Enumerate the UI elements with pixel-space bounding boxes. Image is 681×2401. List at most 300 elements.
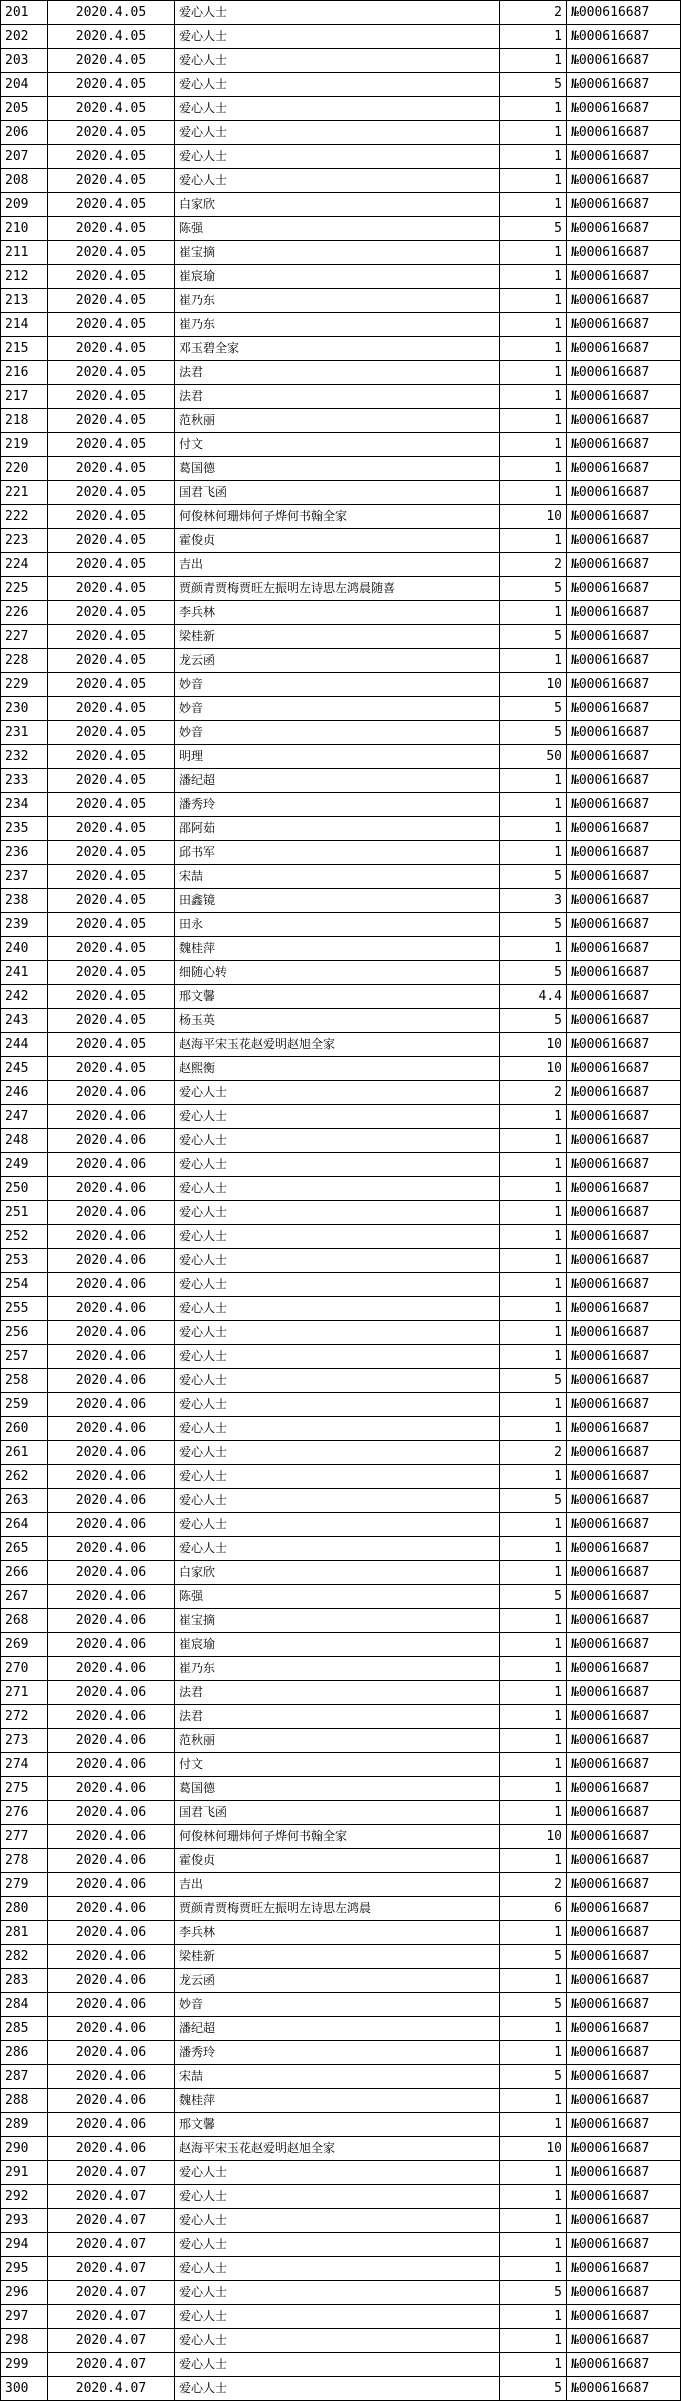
table-row <box>1 1201 681 1225</box>
row-number-cell: 209 <box>1 193 48 217</box>
row-number-cell: 276 <box>1 1801 48 1825</box>
donation-date-cell: 2020.4.05 <box>48 361 175 385</box>
table-row <box>1 1105 681 1129</box>
donation-date-cell: 2020.4.06 <box>48 1081 175 1105</box>
donor-name-cell: 爱心人士 <box>175 169 500 193</box>
donation-amount-cell: 1 <box>500 769 567 793</box>
donor-name-cell: 爱心人士 <box>175 1081 500 1105</box>
donation-date-cell: 2020.4.05 <box>48 1009 175 1033</box>
donation-amount-cell: 1 <box>500 2353 567 2377</box>
donor-name-cell: 爱心人士 <box>175 2209 500 2233</box>
donation-date-cell: 2020.4.05 <box>48 889 175 913</box>
donation-amount-cell: 2 <box>500 1873 567 1897</box>
row-number-cell: 208 <box>1 169 48 193</box>
donor-name-cell: 爱心人士 <box>175 97 500 121</box>
row-number-cell: 238 <box>1 889 48 913</box>
donor-name-cell: 崔宸瑜 <box>175 265 500 289</box>
donation-amount-cell: 1 <box>500 1129 567 1153</box>
donation-amount-cell: 2 <box>500 1 567 25</box>
table-row <box>1 1681 681 1705</box>
row-number-cell: 258 <box>1 1369 48 1393</box>
donation-amount-cell: 1 <box>500 169 567 193</box>
row-number-cell: 263 <box>1 1489 48 1513</box>
donation-date-cell: 2020.4.06 <box>48 1753 175 1777</box>
donation-amount-cell: 1 <box>500 1105 567 1129</box>
donation-date-cell: 2020.4.07 <box>48 2209 175 2233</box>
donor-name-cell: 爱心人士 <box>175 145 500 169</box>
donation-amount-cell: 1 <box>500 529 567 553</box>
table-row <box>1 1777 681 1801</box>
donation-date-cell: 2020.4.05 <box>48 265 175 289</box>
donation-amount-cell: 5 <box>500 577 567 601</box>
donation-amount-cell: 10 <box>500 2137 567 2161</box>
table-row <box>1 1945 681 1969</box>
donor-name-cell: 爱心人士 <box>175 1465 500 1489</box>
donor-name-cell: 妙音 <box>175 697 500 721</box>
donation-date-cell: 2020.4.06 <box>48 1921 175 1945</box>
donor-name-cell: 爱心人士 <box>175 1 500 25</box>
donation-date-cell: 2020.4.06 <box>48 1849 175 1873</box>
donation-date-cell: 2020.4.07 <box>48 2161 175 2185</box>
row-number-cell: 223 <box>1 529 48 553</box>
donation-amount-cell: 1 <box>500 601 567 625</box>
donor-name-cell: 爱心人士 <box>175 1537 500 1561</box>
receipt-number-cell: №000616687 <box>567 2305 681 2329</box>
table-row <box>1 2281 681 2305</box>
donation-date-cell: 2020.4.05 <box>48 577 175 601</box>
row-number-cell: 210 <box>1 217 48 241</box>
receipt-number-cell: №000616687 <box>567 721 681 745</box>
receipt-number-cell: №000616687 <box>567 769 681 793</box>
donation-date-cell: 2020.4.06 <box>48 1633 175 1657</box>
row-number-cell: 202 <box>1 25 48 49</box>
receipt-number-cell: №000616687 <box>567 1489 681 1513</box>
donation-amount-cell: 1 <box>500 121 567 145</box>
donation-amount-cell: 1 <box>500 1609 567 1633</box>
receipt-number-cell: №000616687 <box>567 1921 681 1945</box>
receipt-number-cell: №000616687 <box>567 649 681 673</box>
row-number-cell: 279 <box>1 1873 48 1897</box>
receipt-number-cell: №000616687 <box>567 241 681 265</box>
receipt-number-cell: №000616687 <box>567 73 681 97</box>
table-row <box>1 1825 681 1849</box>
receipt-number-cell: №000616687 <box>567 1513 681 1537</box>
table-row <box>1 2089 681 2113</box>
donation-amount-cell: 1 <box>500 289 567 313</box>
donation-amount-cell: 5 <box>500 865 567 889</box>
row-number-cell: 235 <box>1 817 48 841</box>
row-number-cell: 256 <box>1 1321 48 1345</box>
receipt-number-cell: №000616687 <box>567 1321 681 1345</box>
receipt-number-cell: №000616687 <box>567 1273 681 1297</box>
table-row <box>1 1009 681 1033</box>
row-number-cell: 215 <box>1 337 48 361</box>
row-number-cell: 242 <box>1 985 48 1009</box>
table-row <box>1 121 681 145</box>
donation-amount-cell: 1 <box>500 1729 567 1753</box>
donation-date-cell: 2020.4.05 <box>48 1 175 25</box>
donation-date-cell: 2020.4.07 <box>48 2185 175 2209</box>
table-row <box>1 313 681 337</box>
donation-date-cell: 2020.4.06 <box>48 1969 175 1993</box>
donor-name-cell: 梁桂新 <box>175 625 500 649</box>
donation-amount-cell: 1 <box>500 1153 567 1177</box>
donation-amount-cell: 1 <box>500 1681 567 1705</box>
table-row <box>1 409 681 433</box>
donation-amount-cell: 1 <box>500 1921 567 1945</box>
row-number-cell: 297 <box>1 2305 48 2329</box>
donor-name-cell: 爱心人士 <box>175 2353 500 2377</box>
row-number-cell: 282 <box>1 1945 48 1969</box>
donation-date-cell: 2020.4.05 <box>48 97 175 121</box>
donation-date-cell: 2020.4.05 <box>48 217 175 241</box>
donation-date-cell: 2020.4.05 <box>48 721 175 745</box>
receipt-number-cell: №000616687 <box>567 409 681 433</box>
donor-name-cell: 爱心人士 <box>175 1177 500 1201</box>
donor-name-cell: 爱心人士 <box>175 1513 500 1537</box>
receipt-number-cell: №000616687 <box>567 1969 681 1993</box>
donation-date-cell: 2020.4.05 <box>48 553 175 577</box>
receipt-number-cell: №000616687 <box>567 1345 681 1369</box>
donor-name-cell: 爱心人士 <box>175 2233 500 2257</box>
donor-name-cell: 国君飞函 <box>175 1801 500 1825</box>
row-number-cell: 222 <box>1 505 48 529</box>
donation-amount-cell: 1 <box>500 409 567 433</box>
row-number-cell: 275 <box>1 1777 48 1801</box>
donation-amount-cell: 1 <box>500 2329 567 2353</box>
donation-date-cell: 2020.4.06 <box>48 2065 175 2089</box>
row-number-cell: 284 <box>1 1993 48 2017</box>
donation-date-cell: 2020.4.07 <box>48 2281 175 2305</box>
donation-amount-cell: 1 <box>500 1321 567 1345</box>
receipt-number-cell: №000616687 <box>567 2281 681 2305</box>
donor-name-cell: 吉出 <box>175 553 500 577</box>
row-number-cell: 285 <box>1 2017 48 2041</box>
donor-name-cell: 白家欣 <box>175 1561 500 1585</box>
table-row <box>1 697 681 721</box>
donor-name-cell: 龙云函 <box>175 649 500 673</box>
donor-name-cell: 田鑫镜 <box>175 889 500 913</box>
table-row <box>1 1129 681 1153</box>
table-row <box>1 625 681 649</box>
donation-amount-cell: 5 <box>500 1009 567 1033</box>
donation-date-cell: 2020.4.06 <box>48 1201 175 1225</box>
row-number-cell: 254 <box>1 1273 48 1297</box>
donation-amount-cell: 5 <box>500 913 567 937</box>
donation-date-cell: 2020.4.06 <box>48 1657 175 1681</box>
table-row <box>1 1753 681 1777</box>
table-row <box>1 49 681 73</box>
table-row <box>1 2353 681 2377</box>
donation-amount-cell: 1 <box>500 1801 567 1825</box>
row-number-cell: 288 <box>1 2089 48 2113</box>
donor-name-cell: 邢文馨 <box>175 2113 500 2137</box>
row-number-cell: 274 <box>1 1753 48 1777</box>
donor-name-cell: 田永 <box>175 913 500 937</box>
donation-amount-cell: 1 <box>500 1753 567 1777</box>
donation-date-cell: 2020.4.06 <box>48 1465 175 1489</box>
receipt-number-cell: №000616687 <box>567 505 681 529</box>
donor-name-cell: 赵熙衡 <box>175 1057 500 1081</box>
row-number-cell: 204 <box>1 73 48 97</box>
donation-amount-cell: 1 <box>500 337 567 361</box>
table-row <box>1 2113 681 2137</box>
donor-name-cell: 妙音 <box>175 1993 500 2017</box>
donation-date-cell: 2020.4.05 <box>48 1033 175 1057</box>
table-row <box>1 457 681 481</box>
donor-name-cell: 贾颜青贾梅贾旺左振明左诗思左鸿晨 <box>175 1897 500 1921</box>
table-row <box>1 361 681 385</box>
row-number-cell: 264 <box>1 1513 48 1537</box>
donation-amount-cell: 1 <box>500 1849 567 1873</box>
donation-date-cell: 2020.4.06 <box>48 2113 175 2137</box>
table-row <box>1 553 681 577</box>
donor-name-cell: 梁桂新 <box>175 1945 500 1969</box>
donation-date-cell: 2020.4.06 <box>48 1393 175 1417</box>
donor-name-cell: 爱心人士 <box>175 2281 500 2305</box>
receipt-number-cell: №000616687 <box>567 1657 681 1681</box>
row-number-cell: 246 <box>1 1081 48 1105</box>
donation-date-cell: 2020.4.06 <box>48 1537 175 1561</box>
donation-date-cell: 2020.4.05 <box>48 289 175 313</box>
donor-name-cell: 明理 <box>175 745 500 769</box>
row-number-cell: 293 <box>1 2209 48 2233</box>
receipt-number-cell: №000616687 <box>567 673 681 697</box>
table-row <box>1 25 681 49</box>
receipt-number-cell: №000616687 <box>567 889 681 913</box>
donor-name-cell: 杨玉英 <box>175 1009 500 1033</box>
donation-amount-cell: 5 <box>500 1585 567 1609</box>
receipt-number-cell: №000616687 <box>567 601 681 625</box>
receipt-number-cell: №000616687 <box>567 1561 681 1585</box>
row-number-cell: 218 <box>1 409 48 433</box>
donation-amount-cell: 1 <box>500 2233 567 2257</box>
donor-name-cell: 爱心人士 <box>175 2329 500 2353</box>
donation-amount-cell: 1 <box>500 2209 567 2233</box>
row-number-cell: 280 <box>1 1897 48 1921</box>
donor-name-cell: 爱心人士 <box>175 1321 500 1345</box>
receipt-number-cell: №000616687 <box>567 577 681 601</box>
receipt-number-cell: №000616687 <box>567 313 681 337</box>
table-row <box>1 1513 681 1537</box>
donor-name-cell: 爱心人士 <box>175 2185 500 2209</box>
donation-amount-cell: 1 <box>500 1177 567 1201</box>
table-row <box>1 2329 681 2353</box>
table-row <box>1 289 681 313</box>
donor-name-cell: 崔宝摘 <box>175 241 500 265</box>
donor-name-cell: 爱心人士 <box>175 1369 500 1393</box>
table-row <box>1 1897 681 1921</box>
donation-amount-cell: 1 <box>500 817 567 841</box>
table-row <box>1 1969 681 1993</box>
donation-date-cell: 2020.4.07 <box>48 2257 175 2281</box>
table-row <box>1 1921 681 1945</box>
row-number-cell: 213 <box>1 289 48 313</box>
donation-date-cell: 2020.4.05 <box>48 961 175 985</box>
donation-date-cell: 2020.4.06 <box>48 1129 175 1153</box>
receipt-number-cell: №000616687 <box>567 2137 681 2161</box>
row-number-cell: 226 <box>1 601 48 625</box>
donation-amount-cell: 1 <box>500 2041 567 2065</box>
row-number-cell: 292 <box>1 2185 48 2209</box>
receipt-number-cell: №000616687 <box>567 1609 681 1633</box>
table-row <box>1 2041 681 2065</box>
donation-date-cell: 2020.4.06 <box>48 1249 175 1273</box>
table-row <box>1 721 681 745</box>
donation-amount-cell: 1 <box>500 241 567 265</box>
table-row <box>1 1033 681 1057</box>
receipt-number-cell: №000616687 <box>567 1081 681 1105</box>
donation-amount-cell: 1 <box>500 2017 567 2041</box>
donor-name-cell: 白家欣 <box>175 193 500 217</box>
receipt-number-cell: №000616687 <box>567 745 681 769</box>
donation-amount-cell: 5 <box>500 721 567 745</box>
receipt-number-cell: №000616687 <box>567 1369 681 1393</box>
donor-name-cell: 爱心人士 <box>175 121 500 145</box>
receipt-number-cell: №000616687 <box>567 1825 681 1849</box>
receipt-number-cell: №000616687 <box>567 289 681 313</box>
donation-amount-cell: 1 <box>500 1345 567 1369</box>
donation-amount-cell: 5 <box>500 961 567 985</box>
row-number-cell: 217 <box>1 385 48 409</box>
table-row <box>1 241 681 265</box>
receipt-number-cell: №000616687 <box>567 1057 681 1081</box>
table-row <box>1 793 681 817</box>
donation-date-cell: 2020.4.05 <box>48 649 175 673</box>
receipt-number-cell: №000616687 <box>567 361 681 385</box>
donation-amount-cell: 3 <box>500 889 567 913</box>
row-number-cell: 220 <box>1 457 48 481</box>
row-number-cell: 281 <box>1 1921 48 1945</box>
table-row <box>1 433 681 457</box>
table-row <box>1 217 681 241</box>
receipt-number-cell: №000616687 <box>567 2113 681 2137</box>
receipt-number-cell: №000616687 <box>567 2041 681 2065</box>
donor-name-cell: 何俊林何珊炜何子烨何书翰全家 <box>175 1825 500 1849</box>
row-number-cell: 299 <box>1 2353 48 2377</box>
donor-name-cell: 爱心人士 <box>175 1489 500 1513</box>
table-row <box>1 817 681 841</box>
table-row <box>1 97 681 121</box>
receipt-number-cell: №000616687 <box>567 913 681 937</box>
table-row <box>1 1417 681 1441</box>
table-row <box>1 385 681 409</box>
receipt-number-cell: №000616687 <box>567 433 681 457</box>
row-number-cell: 211 <box>1 241 48 265</box>
table-row <box>1 865 681 889</box>
receipt-number-cell: №000616687 <box>567 1 681 25</box>
table-row <box>1 2137 681 2161</box>
donation-amount-cell: 4.4 <box>500 985 567 1009</box>
receipt-number-cell: №000616687 <box>567 1681 681 1705</box>
donor-name-cell: 范秋丽 <box>175 409 500 433</box>
donation-date-cell: 2020.4.05 <box>48 409 175 433</box>
table-row <box>1 1441 681 1465</box>
donor-name-cell: 付文 <box>175 433 500 457</box>
receipt-number-cell: №000616687 <box>567 1897 681 1921</box>
donation-amount-cell: 1 <box>500 193 567 217</box>
receipt-number-cell: №000616687 <box>567 169 681 193</box>
donation-date-cell: 2020.4.07 <box>48 2329 175 2353</box>
receipt-number-cell: №000616687 <box>567 1225 681 1249</box>
donation-amount-cell: 1 <box>500 457 567 481</box>
table-row <box>1 1801 681 1825</box>
donation-amount-cell: 6 <box>500 1897 567 1921</box>
donation-date-cell: 2020.4.06 <box>48 1705 175 1729</box>
row-number-cell: 291 <box>1 2161 48 2185</box>
donor-name-cell: 法君 <box>175 1705 500 1729</box>
donor-name-cell: 吉出 <box>175 1873 500 1897</box>
table-row <box>1 2257 681 2281</box>
receipt-number-cell: №000616687 <box>567 145 681 169</box>
donor-name-cell: 李兵林 <box>175 1921 500 1945</box>
donation-date-cell: 2020.4.06 <box>48 1321 175 1345</box>
receipt-number-cell: №000616687 <box>567 817 681 841</box>
table-row <box>1 1225 681 1249</box>
donation-amount-cell: 5 <box>500 625 567 649</box>
donation-amount-cell: 1 <box>500 1201 567 1225</box>
row-number-cell: 295 <box>1 2257 48 2281</box>
donation-date-cell: 2020.4.05 <box>48 793 175 817</box>
row-number-cell: 273 <box>1 1729 48 1753</box>
row-number-cell: 227 <box>1 625 48 649</box>
donation-date-cell: 2020.4.05 <box>48 505 175 529</box>
donation-date-cell: 2020.4.06 <box>48 1561 175 1585</box>
donor-name-cell: 宋喆 <box>175 865 500 889</box>
receipt-number-cell: №000616687 <box>567 121 681 145</box>
donation-amount-cell: 2 <box>500 1441 567 1465</box>
donation-amount-cell: 1 <box>500 1249 567 1273</box>
row-number-cell: 221 <box>1 481 48 505</box>
donation-date-cell: 2020.4.06 <box>48 1177 175 1201</box>
row-number-cell: 272 <box>1 1705 48 1729</box>
table-row <box>1 1729 681 1753</box>
donation-table-body <box>1 1 681 2401</box>
row-number-cell: 261 <box>1 1441 48 1465</box>
donor-name-cell: 霍俊贞 <box>175 529 500 553</box>
donation-amount-cell: 1 <box>500 793 567 817</box>
donor-name-cell: 葛国德 <box>175 1777 500 1801</box>
donation-amount-cell: 10 <box>500 673 567 697</box>
row-number-cell: 300 <box>1 2377 48 2401</box>
donation-amount-cell: 50 <box>500 745 567 769</box>
donor-name-cell: 邱书军 <box>175 841 500 865</box>
donor-name-cell: 霍俊贞 <box>175 1849 500 1873</box>
donor-name-cell: 赵海平宋玉花赵爱明赵旭全家 <box>175 1033 500 1057</box>
donor-name-cell: 爱心人士 <box>175 1393 500 1417</box>
donation-amount-cell: 5 <box>500 1489 567 1513</box>
receipt-number-cell: №000616687 <box>567 337 681 361</box>
donation-amount-cell: 10 <box>500 505 567 529</box>
row-number-cell: 234 <box>1 793 48 817</box>
table-row <box>1 649 681 673</box>
donation-date-cell: 2020.4.05 <box>48 457 175 481</box>
donation-date-cell: 2020.4.06 <box>48 1609 175 1633</box>
donation-date-cell: 2020.4.06 <box>48 1585 175 1609</box>
donor-name-cell: 贾颜青贾梅贾旺左振明左诗思左鸿晨随喜 <box>175 577 500 601</box>
table-row <box>1 1321 681 1345</box>
donation-amount-cell: 1 <box>500 2305 567 2329</box>
table-row <box>1 1561 681 1585</box>
table-row <box>1 913 681 937</box>
donation-date-cell: 2020.4.06 <box>48 1417 175 1441</box>
donor-name-cell: 何俊林何珊炜何子烨何书翰全家 <box>175 505 500 529</box>
table-row <box>1 1993 681 2017</box>
receipt-number-cell: №000616687 <box>567 865 681 889</box>
receipt-number-cell: №000616687 <box>567 2233 681 2257</box>
donor-name-cell: 爱心人士 <box>175 2377 500 2401</box>
row-number-cell: 278 <box>1 1849 48 1873</box>
